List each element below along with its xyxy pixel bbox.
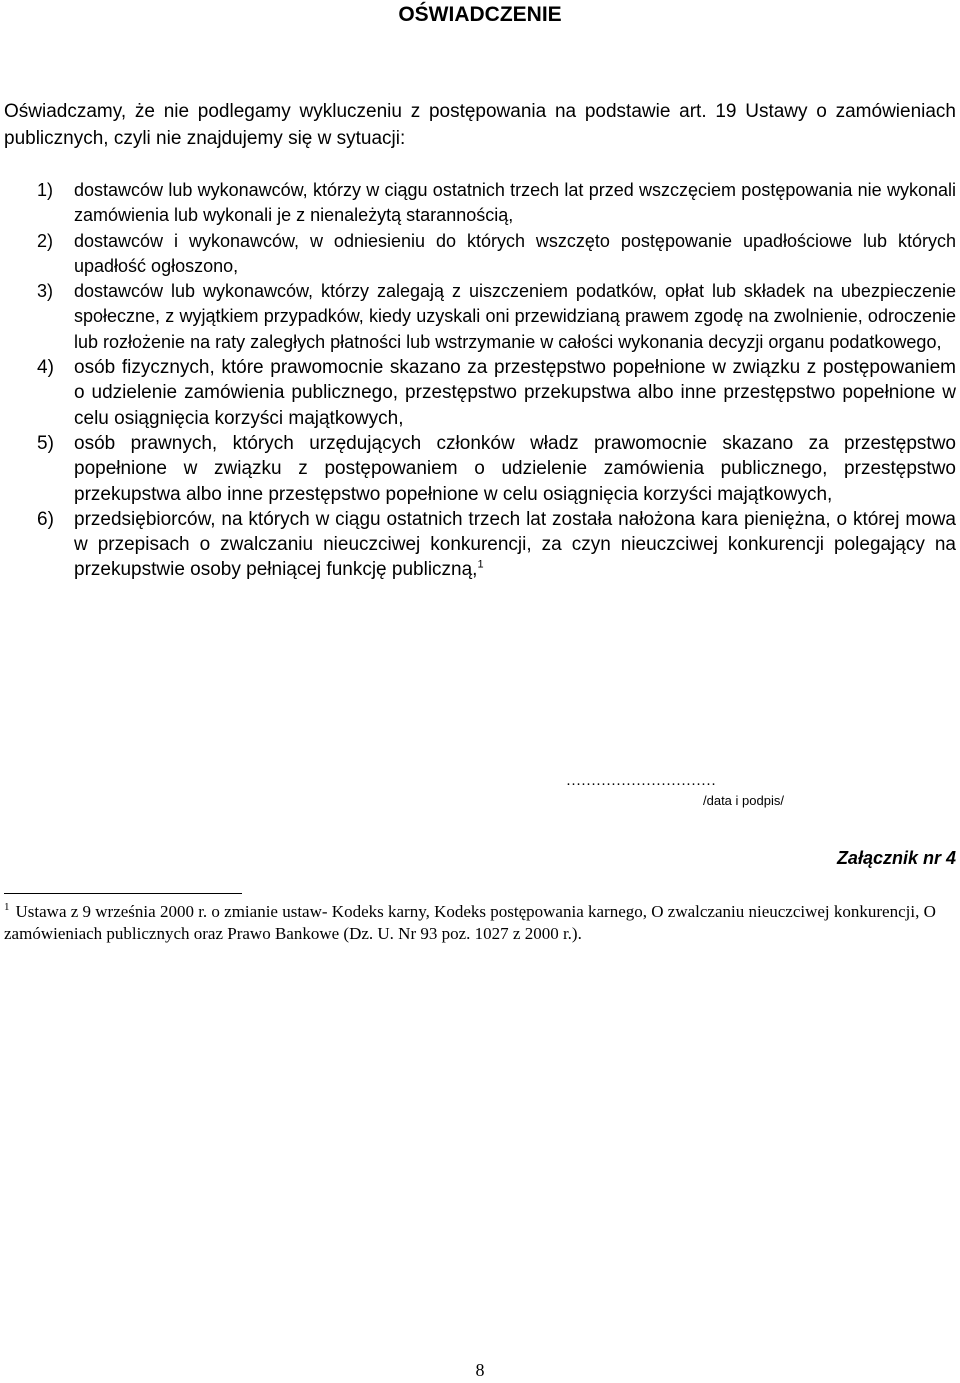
page-number: 8 — [475, 1360, 485, 1380]
list-item-text: osób prawnych, których urzędujących członków władz prawomocnie skazano za przestępstwo popełnione w związku z postępowaniem o udzielenie zamówienia publicznego, przestępstwo przekupstwa albo inne przestępstwo popełnione w celu osiągnięcia korzyści majątkowych, — [74, 432, 956, 505]
list-item-number: 1) — [37, 180, 54, 200]
intro-paragraph: Oświadczamy, że nie podlegamy wykluczeniu z postępowania na podstawie art. 19 Ustawy o zamówieniach publicznych, czyli nie znajdujemy się w sytuacji: — [4, 101, 956, 149]
signature-line: ………………………… — [566, 773, 716, 789]
footnote — [4, 901, 944, 945]
footnote-mark: 1 — [4, 901, 10, 914]
list-item-text: dostawców lub wykonawców, którzy w ciągu ostatnich trzech lat przed wszczęciem postępowania nie wykonali zamówienia lub wykonali je z nienależytą starannością, — [74, 180, 956, 226]
list-item-number: 5) — [37, 432, 54, 454]
list-item-number: 2) — [37, 230, 54, 251]
list-item-text: osób fizycznych, które prawomocnie skazano za przestępstwo popełnione w związku z postępowaniem o udzielenie zamówienia publicznego, przestępstwo przekupstwa albo inne przestępstwo popełnione w celu osiągnięcia korzyści majątkowych, — [74, 357, 956, 429]
list-item-number: 6) — [37, 508, 54, 530]
footnote-text: Ustawa z 9 września 2000 r. o zmianie ustaw- Kodeks karny, Kodeks postępowania karnego, O zwalczaniu nieuczciwej konkurencji, O zamówieniach publicznych oraz Prawo Bankowe (Dz. U. Nr 93 poz. 1027 z 2000 r.). — [4, 902, 936, 943]
footnote-divider — [4, 893, 242, 894]
list-item-number: 3) — [37, 281, 54, 302]
attachment-label: Załącznik nr 4 — [836, 848, 956, 868]
list-item — [4, 229, 956, 280]
list-item-text: dostawców lub wykonawców, którzy zalegają z uiszczeniem podatków, opłat lub składek na ubezpieczenie społeczne, z wyjątkiem przypadków, kiedy uzyskali oni przewidzianą prawem zgodę na zwolnienie, odroczenie lub rozłożenie na raty zaległych płatności lub wstrzymanie w całości wykonania decyzji organu podatkowego, — [74, 281, 956, 352]
list-item-number: 4) — [37, 357, 54, 379]
footnote-reference[interactable]: 1 — [477, 559, 484, 572]
list-item — [4, 279, 956, 355]
signature-label: /data i podpis/ — [703, 793, 784, 808]
list-item — [4, 507, 956, 583]
list-item-text: dostawców i wykonawców, w odniesieniu do których wszczęto postępowanie upadłościowe lub których upadłość ogłoszono, — [74, 230, 956, 276]
list-item — [4, 178, 956, 229]
list-item — [4, 355, 956, 431]
exclusion-list — [4, 178, 956, 583]
list-item-text: przedsiębiorców, na których w ciągu ostatnich trzech lat została nałożona kara pieniężna, o której mowa w przepisach o zwalczaniu nieuczciwej konkurencji, za czyn nieuczciwej konkurencji polegający na przekupstwie osoby pełniącej funkcję publiczną, — [74, 508, 956, 581]
document-title: OŚWIADCZENIE — [398, 3, 562, 26]
list-item — [4, 431, 956, 507]
